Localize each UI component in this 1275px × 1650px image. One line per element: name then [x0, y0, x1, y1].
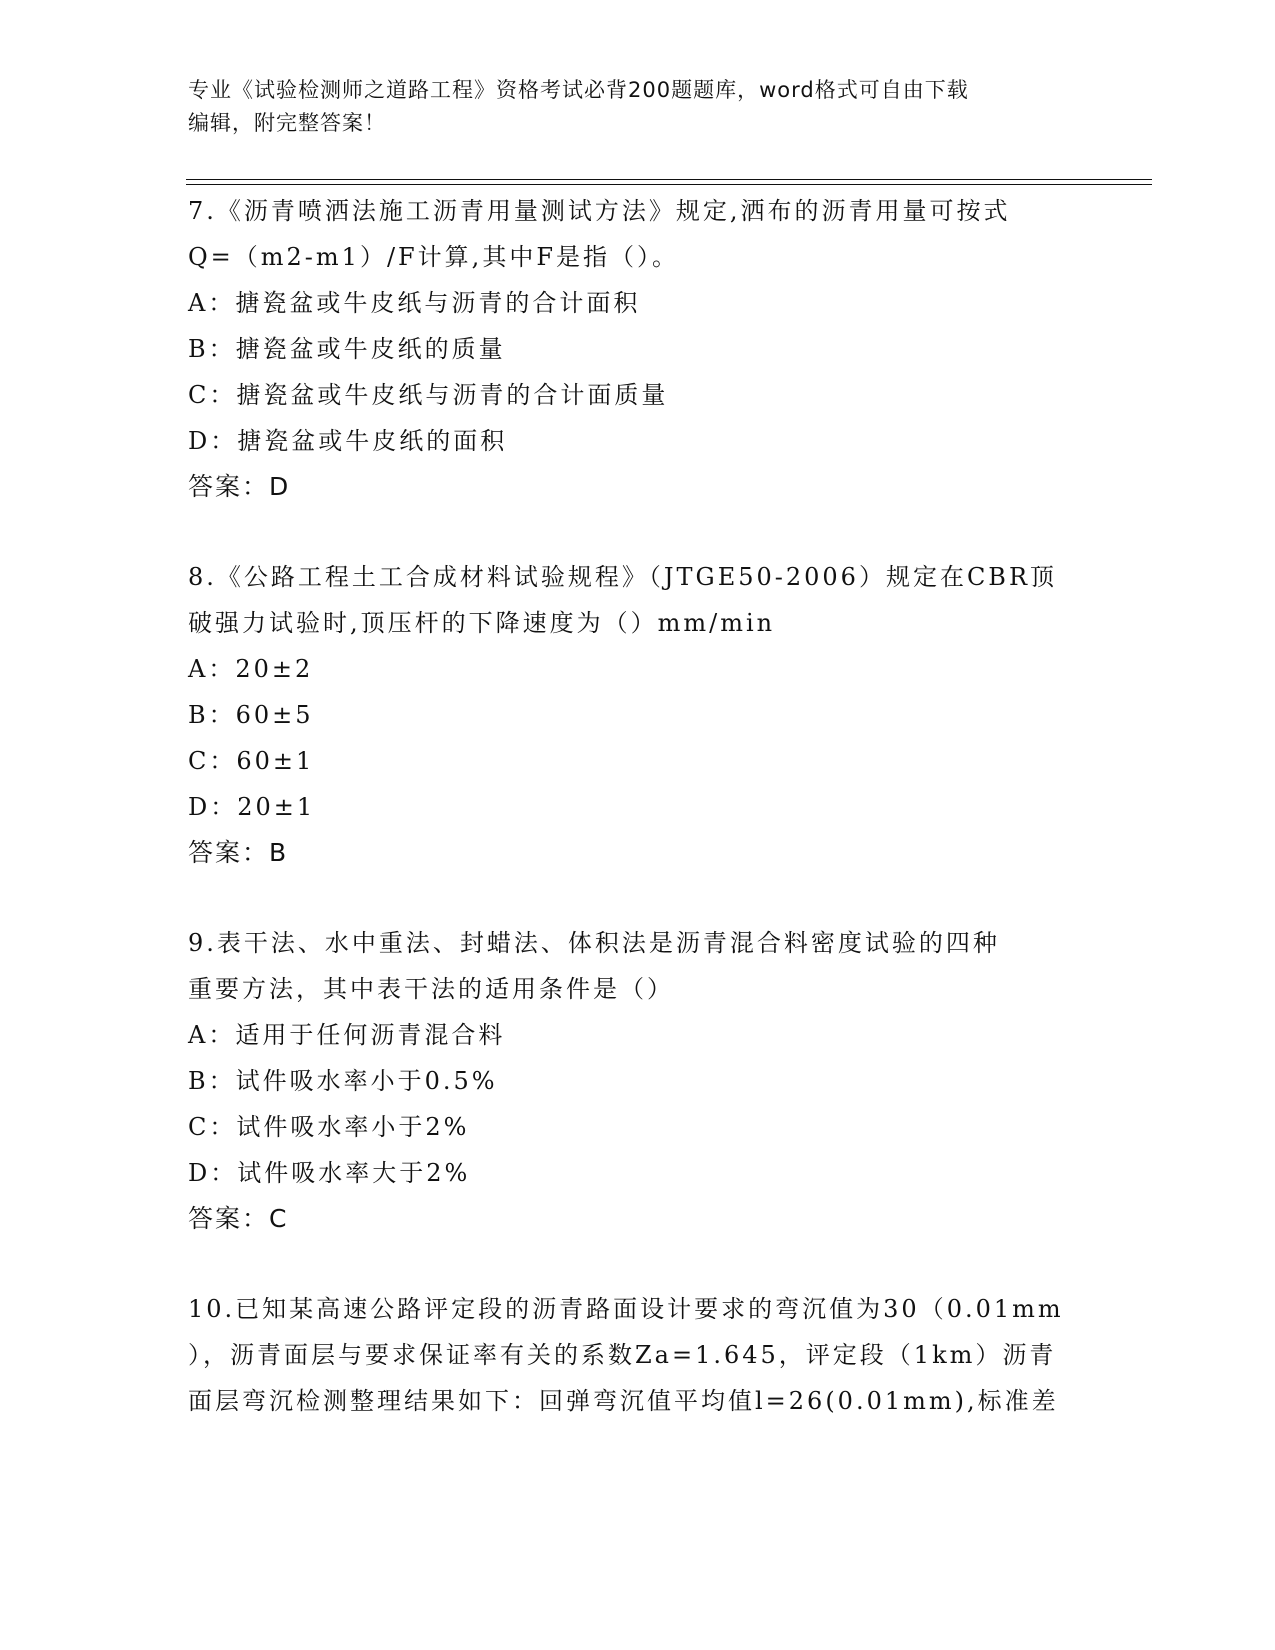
question-8: [188, 554, 1088, 876]
option-c: C：试件吸水率小于2%: [188, 1113, 470, 1141]
question-text-line: 破强力试验时,顶压杆的下降速度为（）mm/min: [188, 609, 776, 637]
question-text-line: 7.《沥青喷洒法施工沥青用量测试方法》规定,洒布的沥青用量可按式: [188, 197, 1011, 225]
option-d: D：20±1: [188, 793, 316, 821]
answer: 答案：B: [188, 838, 289, 867]
question-text-line: 重要方法，其中表干法的适用条件是（）: [188, 975, 674, 1003]
option-d: D：试件吸水率大于2%: [188, 1159, 471, 1187]
header-divider-top: [186, 179, 1152, 180]
header-line-2: 编辑，附完整答案！: [188, 111, 386, 135]
option-d: D：搪瓷盆或牛皮纸的面积: [188, 427, 508, 455]
header-line-1: 专业《试验检测师之道路工程》资格考试必背200题题库，word格式可自由下载: [188, 78, 969, 102]
question-text-line: 9.表干法、水中重法、封蜡法、体积法是沥青混合料密度试验的四种: [188, 929, 1000, 957]
option-a: A：搪瓷盆或牛皮纸与沥青的合计面积: [188, 289, 641, 317]
option-c: C：60±1: [188, 747, 315, 775]
option-a: A：适用于任何沥青混合料: [188, 1021, 506, 1049]
option-b: B：60±5: [188, 701, 314, 729]
option-c: C：搪瓷盆或牛皮纸与沥青的合计面质量: [188, 381, 669, 409]
header-divider-bottom: [186, 184, 1152, 185]
question-7: [188, 188, 1088, 510]
answer: 答案：C: [188, 1204, 289, 1233]
question-10: [188, 1286, 1088, 1424]
option-b: B：试件吸水率小于0.5%: [188, 1067, 498, 1095]
question-text-line: ），沥青面层与要求保证率有关的系数Za=1.645，评定段（1km）沥青: [188, 1341, 1057, 1369]
question-text-line: 10.已知某高速公路评定段的沥青路面设计要求的弯沉值为30（0.01mm: [188, 1295, 1064, 1323]
question-text-line: Q=（m2-m1）/F计算,其中F是指（）。: [188, 243, 679, 271]
option-a: A：20±2: [188, 655, 314, 683]
question-text-line: 面层弯沉检测整理结果如下：回弹弯沉值平均值l=26(0.01mm),标准差: [188, 1387, 1059, 1415]
answer: 答案：D: [188, 472, 291, 501]
document-header: [188, 74, 1088, 140]
question-9: [188, 920, 1088, 1242]
question-text-line: 8.《公路工程土工合成材料试验规程》（JTGE50-2006）规定在CBR顶: [188, 563, 1058, 591]
option-b: B：搪瓷盆或牛皮纸的质量: [188, 335, 506, 363]
